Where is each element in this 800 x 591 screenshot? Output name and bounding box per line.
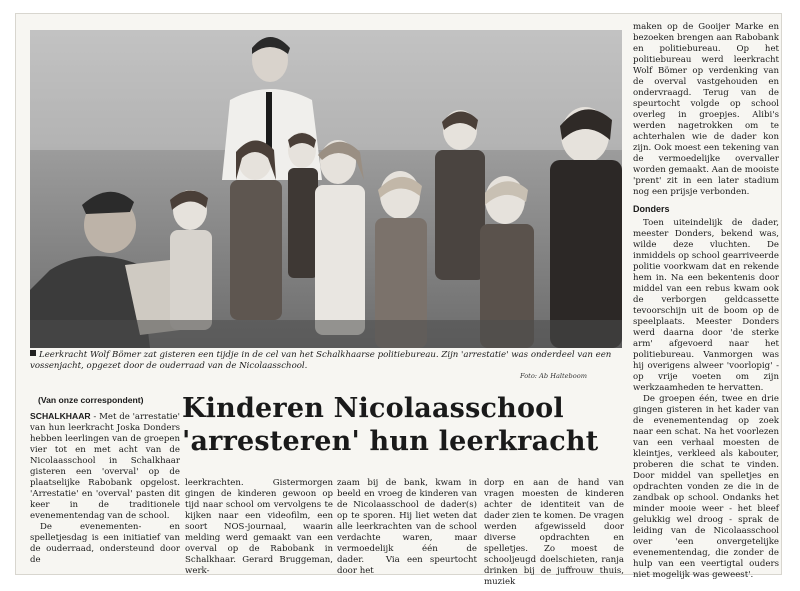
caption-text: Leerkracht Wolf Bömer zat gisteren een tijdje in de cel van het Schalkhaarse politiebureau. Zijn 'arrestatie' was onderdeel van een vossenjacht, opgezet door de ouderraad van de Nicolaasschool. <box>30 350 612 371</box>
body-column-3: dorp en aan de hand van vragen moesten de kinderen achter de identiteit van de dader zien te komen. De vragen werden afgewisseld door diverse opdrachten en spelletjes. Zo moest de schooljeugd doelschieten, ranja drinken bij de juffrouw thuis, muziek <box>484 478 624 587</box>
news-photo <box>30 30 622 348</box>
headline-line-2: 'arresteren' hun leerkracht <box>182 426 599 457</box>
photo-illustration <box>30 30 622 348</box>
subheading-donders: Donders <box>633 204 670 214</box>
dateline: SCHALKHAAR <box>30 411 91 421</box>
photo-caption <box>30 350 622 372</box>
body-column-1: leerkrachten. Gistermorgen gingen de kinderen gewoon op tijd naar school om vervolgens te kijken naar een videofilm, een soort NOS-journaal, waarin melding werd gemaakt van een overval op de Rabobank in Schalkhaar. Gerard Bruggeman, werk- <box>185 478 333 576</box>
right-paragraph-1: maken op de Gooijer Marke en bezoeken brengen aan Rabobank en politiebureau. Op het politiebureau werd leerkracht Wolf Bömer op verdenking van de overval vastgehouden en ondervraagd. Terug van de speurtocht volgde op school overleg in groepjes. Alibi's werden nagetrokken om te achterhalen wie de dader kon zijn. Ook moest een tekening van de vermoedelijke overvaller worden gemaakt. Aan de mooiste 'prent' zit in een later stadium nog een prijsje verbonden. <box>633 22 779 197</box>
caption-marker-icon <box>30 350 36 356</box>
body-column-2: zaam bij de bank, kwam in beeld en vroeg de kinderen van de Nicolaasschool de dader(s) op te sporen. Hij liet weten dat alle leerkrachten van de school verdachte waren, maar vermoedelijk één de dader. Via een speurtocht door het <box>337 478 477 576</box>
photo-credit: Foto: Ab Halteboom <box>520 372 587 380</box>
right-paragraph-2: Toen uiteindelijk de dader, meester Donders, bekend was, wilde deze vluchten. De inmiddels op school gearriveerde politie voorkwam dat en rekende hem in. Na een bekentenis door middel van een rebus kwam ook de verborgen geldcassette tevoorschijn uit de boom op de speelplaats. Meester Donders werd daarna door 'de sterke arm' afgevoerd naar het politiebureau. Vanmorgen was hij overigens alweer 'voorlopig' - op vrije voeten om zijn werkzaamheden te hervatten. <box>633 218 779 393</box>
correspondent-byline: (Van onze correspondent) <box>38 395 144 405</box>
right-column <box>633 22 779 581</box>
lead-column <box>30 411 180 566</box>
lead-text-2: De evenementen- en spelletjesdag is een initiatief van de ouderraad, ondersteund door de <box>30 522 180 565</box>
headline-line-1: Kinderen Nicolaasschool <box>182 393 564 424</box>
right-paragraph-3: De groepen één, twee en drie gingen gisteren in het kader van de evenementendag op zoek naar een schat. Na het voorlezen van een verhaal moesten de kleintjes, verkleed als kabouter, proberen die schat te vinden. Door middel van spelletjes en opdrachten vonden ze die in de zandbak op school. Ondanks het minder mooie weer - het bleef gelukkig wel droog - sprak de leiding van de Nicolaasschool over 'een onvergetelijke evenementendag, die zonder de hulp van een veertigtal ouders niet mogelijk was geweest'. <box>633 394 779 580</box>
headline <box>182 392 627 458</box>
lead-text: - Met de 'arrestatie' van hun leerkracht Joska Donders hebben leerlingen van de groepen vier tot en met acht van de Nicolaasschool in Schalkhaar gisteren een 'overval' op de plaatselijke Rabobank opgelost. 'Arrestatie' en 'overval' pasten dit keer in de traditionele evenementendag van de school. <box>30 412 180 521</box>
